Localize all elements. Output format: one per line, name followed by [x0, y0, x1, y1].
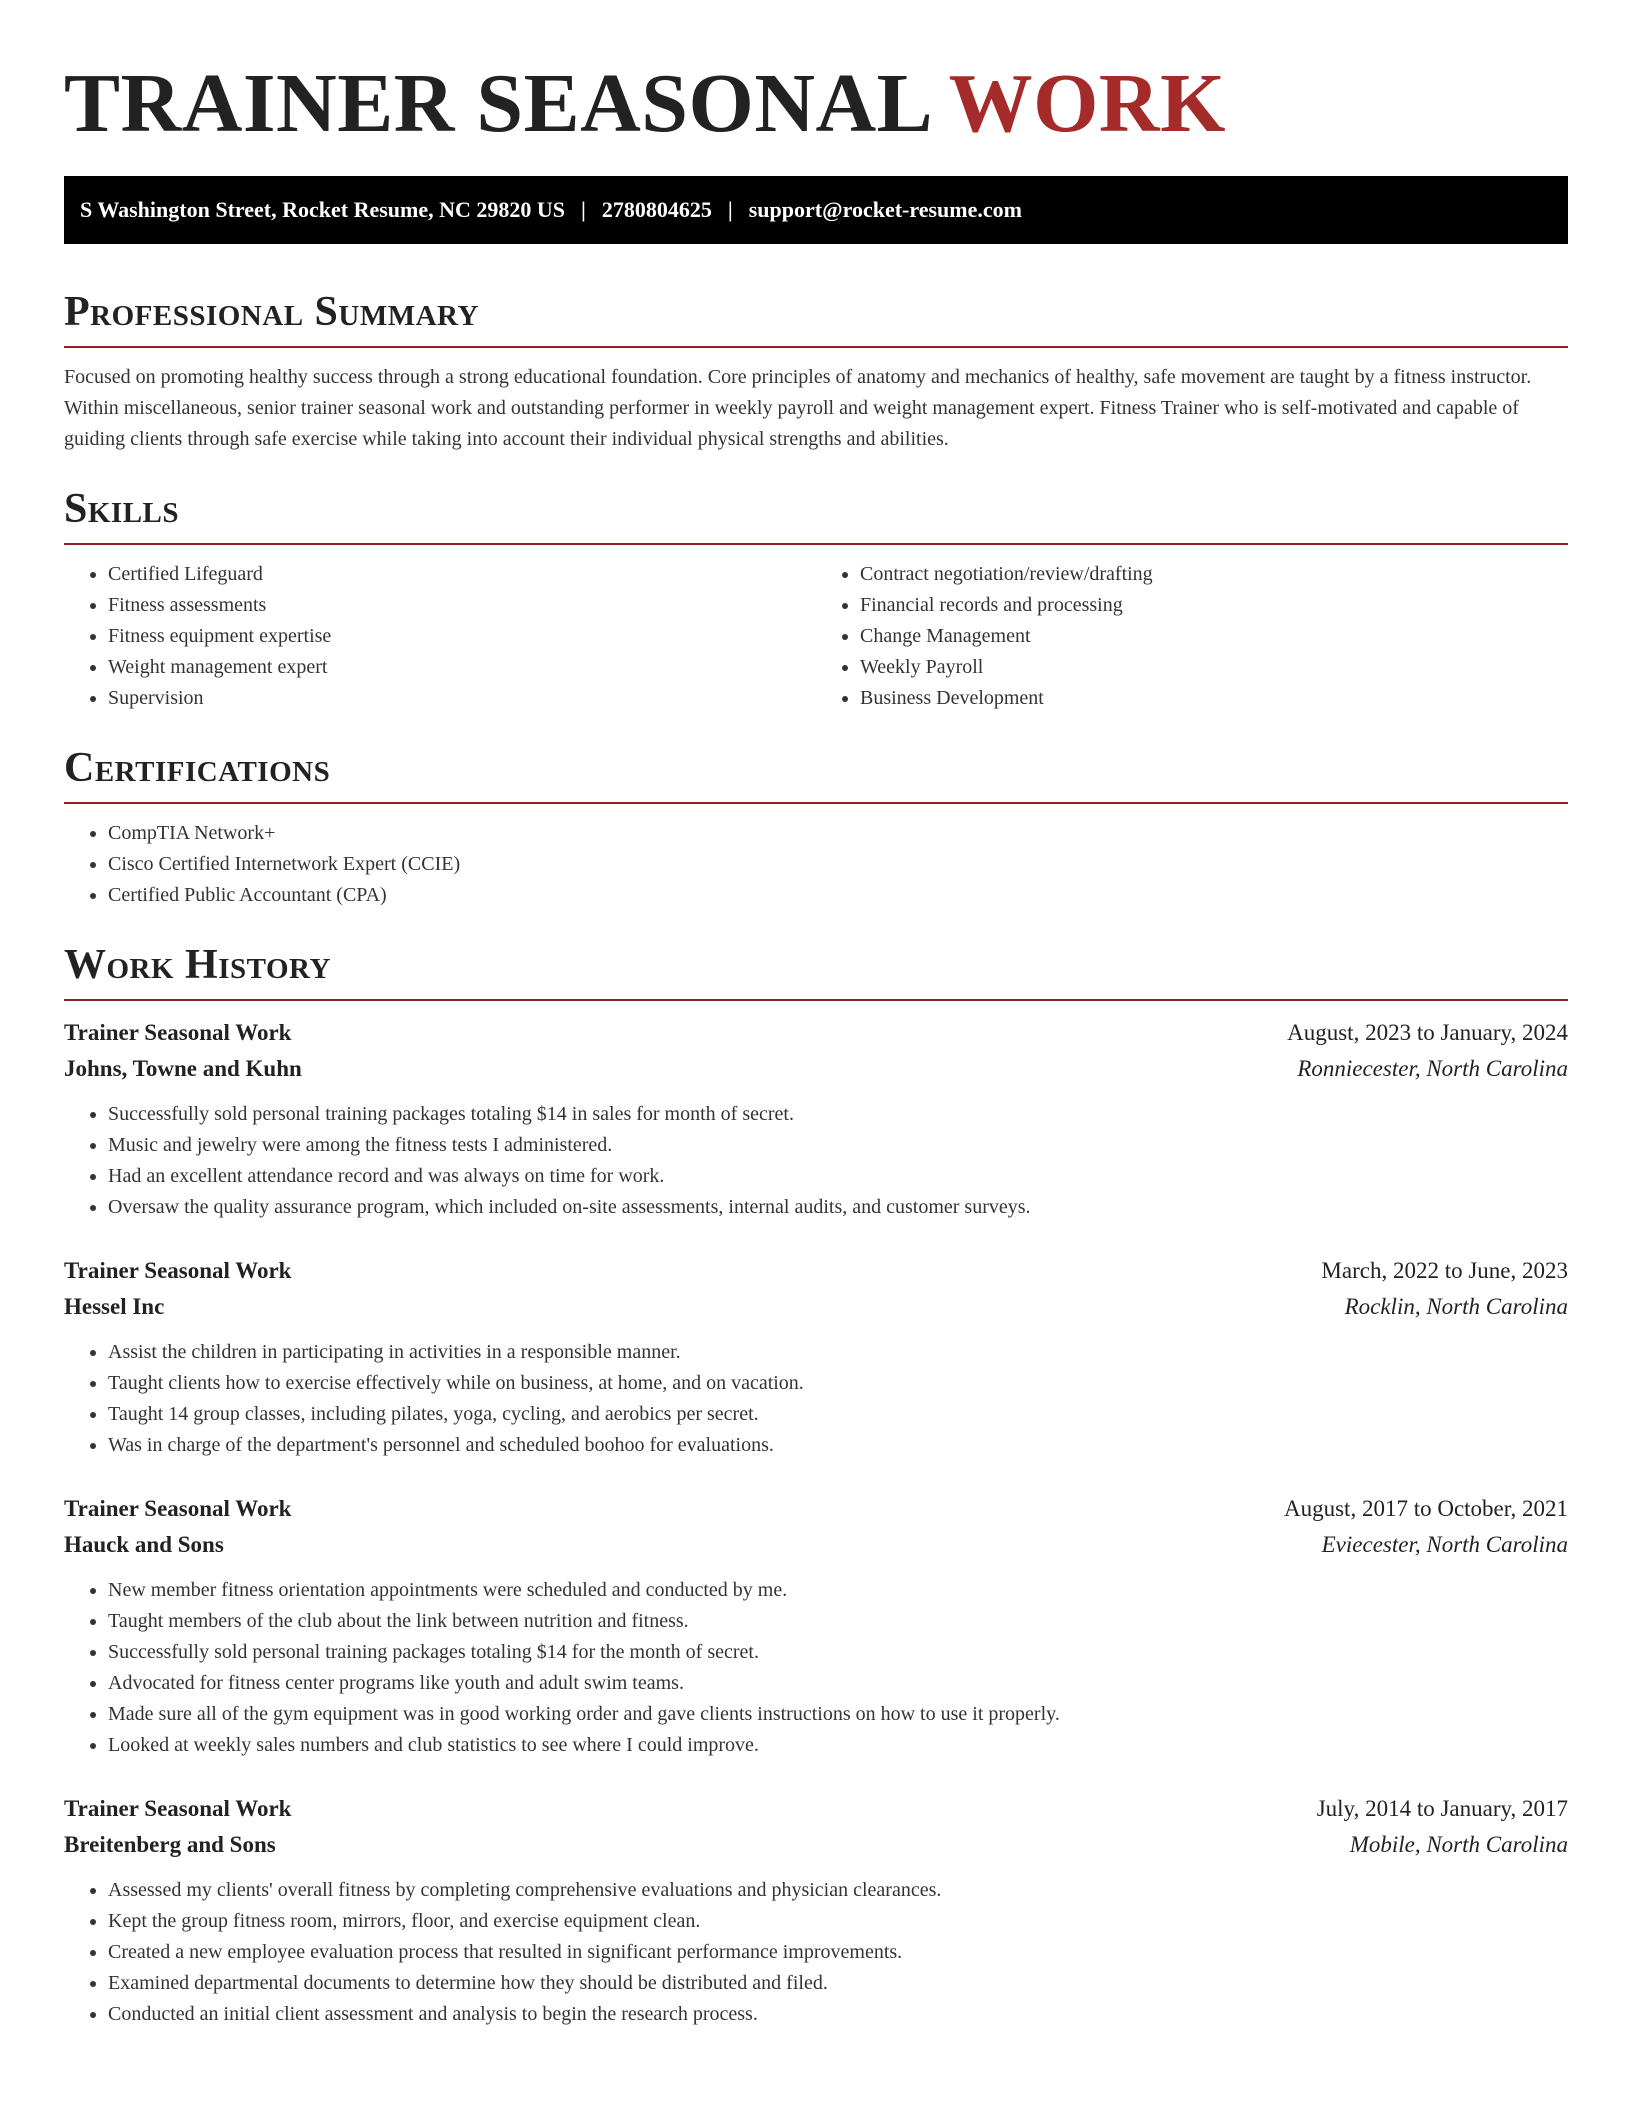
skill-item: • Financial records and processing [860, 590, 1568, 621]
job-bullet: • Successfully sold personal training packages totaling $14 for the month of secret. [108, 1637, 1568, 1668]
skills-list-right [816, 559, 1568, 714]
work-history-section [64, 939, 1568, 2030]
skills-heading: Skills [64, 486, 180, 532]
name-main: TRAINER SEASONAL [64, 57, 929, 150]
job-company-row [64, 1527, 1568, 1563]
job-title: Trainer Seasonal Work [64, 1496, 292, 1521]
job-bullet: • Advocated for fitness center programs like youth and adult swim teams. [108, 1668, 1568, 1699]
job-title: Trainer Seasonal Work [64, 1796, 292, 1821]
job-entry [64, 1253, 1568, 1461]
skill-item: • Certified Lifeguard [108, 559, 816, 590]
job-header-row [64, 1491, 1568, 1527]
job-company-row [64, 1051, 1568, 1087]
job-bullet: • Created a new employee evaluation process that resulted in significant performance improvements. [108, 1937, 1568, 1968]
job-location: Ronniecester, North Carolina [1297, 1056, 1568, 1081]
jobs-list [64, 1015, 1568, 2030]
summary-text: Focused on promoting healthy success through a strong educational foundation. Core principles of anatomy and mechanics of healthy, safe movement are taught by a fitness instructor. Within miscellaneous, senior trainer seasonal work and outstanding performer in weekly payroll and weight management expert. Fitness Trainer who is self-motivated and capable of guiding clients through safe exercise while taking into account their individual physical strengths and abilities. [64, 366, 1532, 450]
job-dates: August, 2023 to January, 2024 [1287, 1020, 1568, 1045]
job-company: Johns, Towne and Kuhn [64, 1056, 302, 1081]
skill-item: • Contract negotiation/review/drafting [860, 559, 1568, 590]
skill-item: • Change Management [860, 621, 1568, 652]
certification-item: • Certified Public Accountant (CPA) [108, 880, 1568, 911]
certification-item: • Cisco Certified Internetwork Expert (CCIE) [108, 849, 1568, 880]
name-accent: WORK [948, 57, 1226, 150]
job-dates: March, 2022 to June, 2023 [1321, 1258, 1568, 1283]
job-bullet: • Kept the group fitness room, mirrors, floor, and exercise equipment clean. [108, 1906, 1568, 1937]
summary-section [64, 286, 1568, 455]
contact-address: S Washington Street, Rocket Resume, NC 29820 US [80, 197, 566, 222]
job-dates: July, 2014 to January, 2017 [1316, 1796, 1568, 1821]
job-bullet: • Taught members of the club about the link between nutrition and fitness. [108, 1606, 1568, 1637]
job-title: Trainer Seasonal Work [64, 1258, 292, 1283]
section-divider [64, 346, 1568, 348]
skills-grid [64, 545, 1568, 714]
summary-heading: Professional Summary [64, 289, 479, 335]
contact-separator: | [581, 197, 586, 222]
job-entry [64, 1015, 1568, 1223]
job-bullet: • Looked at weekly sales numbers and club statistics to see where I could improve. [108, 1730, 1568, 1761]
job-bullet: • Assessed my clients' overall fitness by completing comprehensive evaluations and physician clearances. [108, 1875, 1568, 1906]
certifications-section [64, 742, 1568, 911]
contact-separator: | [727, 197, 733, 222]
resume-name [64, 56, 1568, 152]
work-history-heading: Work History [64, 942, 331, 988]
skill-item: • Weight management expert [108, 652, 816, 683]
job-bullet: • Oversaw the quality assurance program, which included on-site assessments, internal audits, and customer surveys. [108, 1192, 1568, 1223]
job-header-row [64, 1253, 1568, 1289]
skill-item: • Fitness equipment expertise [108, 621, 816, 652]
job-company: Hessel Inc [64, 1294, 165, 1319]
job-bullet: • Music and jewelry were among the fitness tests I administered. [108, 1130, 1568, 1161]
job-header-row [64, 1791, 1568, 1827]
job-bullet-list [64, 1875, 1568, 2030]
job-location: Mobile, North Carolina [1349, 1832, 1568, 1857]
job-bullet: • Assist the children in participating in activities in a responsible manner. [108, 1337, 1568, 1368]
job-title: Trainer Seasonal Work [64, 1020, 292, 1045]
contact-email: support@rocket-resume.com [748, 197, 1022, 222]
job-bullet: • Taught 14 group classes, including pilates, yoga, cycling, and aerobics per secret. [108, 1399, 1568, 1430]
job-location: Eviecester, North Carolina [1321, 1532, 1568, 1557]
skill-item: • Business Development [860, 683, 1568, 714]
skills-section [64, 483, 1568, 714]
section-divider [64, 802, 1568, 804]
certification-item: • CompTIA Network+ [108, 818, 1568, 849]
job-entry [64, 1791, 1568, 2030]
job-bullet-list [64, 1099, 1568, 1223]
job-bullet: • New member fitness orientation appointments were scheduled and conducted by me. [108, 1575, 1568, 1606]
certifications-list [64, 818, 1568, 911]
job-company-row [64, 1289, 1568, 1325]
job-company-row [64, 1827, 1568, 1863]
job-bullet: • Had an excellent attendance record and was always on time for work. [108, 1161, 1568, 1192]
skills-list-left [64, 559, 816, 714]
job-bullet: • Examined departmental documents to determine how they should be distributed and filed. [108, 1968, 1568, 1999]
job-bullet: • Made sure all of the gym equipment was in good working order and gave clients instructions on how to use it properly. [108, 1699, 1568, 1730]
skill-item: • Weekly Payroll [860, 652, 1568, 683]
contact-phone: 2780804625 [601, 197, 712, 222]
job-bullet-list [64, 1575, 1568, 1761]
job-header-row [64, 1015, 1568, 1051]
section-divider [64, 999, 1568, 1001]
contact-bar [64, 176, 1568, 244]
job-entry [64, 1491, 1568, 1761]
job-company: Breitenberg and Sons [64, 1832, 276, 1857]
job-bullet: • Successfully sold personal training packages totaling $14 in sales for month of secret. [108, 1099, 1568, 1130]
job-bullet: • Conducted an initial client assessment and analysis to begin the research process. [108, 1999, 1568, 2030]
skill-item: • Fitness assessments [108, 590, 816, 621]
job-company: Hauck and Sons [64, 1532, 224, 1557]
job-bullet-list [64, 1337, 1568, 1461]
job-bullet: • Was in charge of the department's personnel and scheduled boohoo for evaluations. [108, 1430, 1568, 1461]
job-dates: August, 2017 to October, 2021 [1284, 1496, 1568, 1521]
job-bullet: • Taught clients how to exercise effectively while on business, at home, and on vacation. [108, 1368, 1568, 1399]
skill-item: • Supervision [108, 683, 816, 714]
certifications-heading: Certifications [64, 745, 331, 791]
job-location: Rocklin, North Carolina [1344, 1294, 1568, 1319]
